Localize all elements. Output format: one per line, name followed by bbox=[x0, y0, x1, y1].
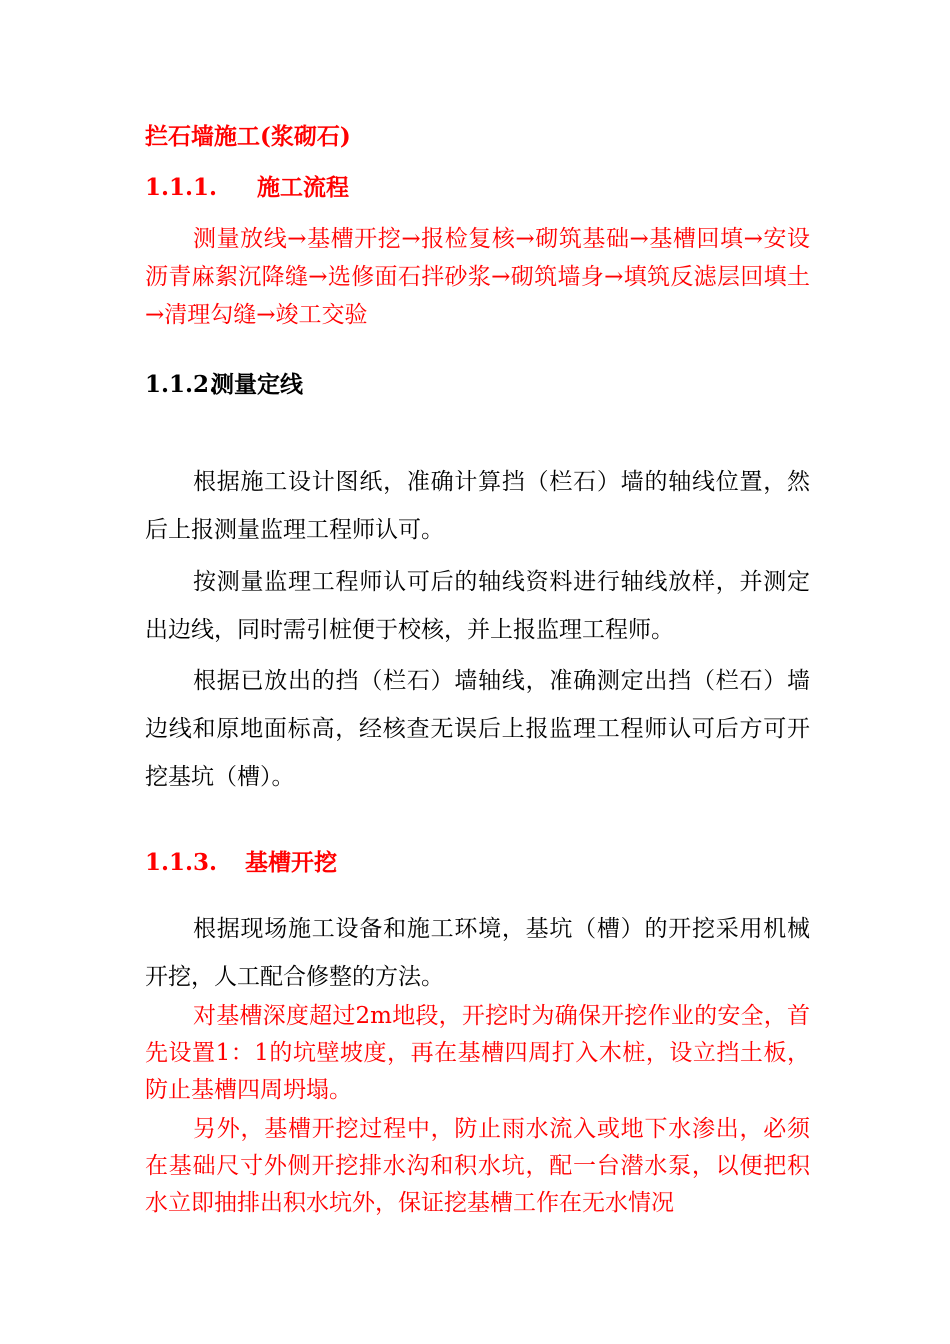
section-heading-1-1-1 bbox=[145, 173, 810, 203]
section-number: 1.1.2. bbox=[145, 371, 218, 398]
section-title: 施工流程 bbox=[257, 174, 349, 201]
paragraph-excavation-1: 根据现场施工设备和施工环境，基坑（槽）的开挖采用机械开挖，人工配合修整的方法。 bbox=[145, 916, 810, 990]
section-title: 基槽开挖 bbox=[245, 849, 337, 876]
paragraph-survey-3: 根据已放出的挡（栏石）墙轴线，准确测定出挡（栏石）墙边线和原地面标高，经核查无误后上报监理工程师认可后方可开挖基坑（槽）。 bbox=[145, 668, 810, 790]
document-title: 拦石墙施工(浆砌石) bbox=[145, 123, 351, 150]
section-number: 1.1.3. bbox=[145, 849, 218, 876]
section-title: 测量定线 bbox=[211, 371, 303, 398]
paragraph-excavation-2: 对基槽深度超过2m地段，开挖时为确保开挖作业的安全，首先设置1：1的坑壁坡度，再在基槽四周打入木桩，设立挡土板，防止基槽四周坍塌。 bbox=[145, 1003, 810, 1103]
section-number: 1.1.1. bbox=[145, 174, 218, 201]
paragraph-process-flow: 测量放线→基槽开挖→报检复核→砌筑基础→基槽回填→安设沥青麻絮沉降缝→选修面石拌砂浆→砌筑墙身→填筑反滤层回填土→清理勾缝→竣工交验 bbox=[145, 226, 810, 328]
section-heading-1-1-3 bbox=[145, 848, 810, 878]
paragraph-survey-1: 根据施工设计图纸，准确计算挡（栏石）墙的轴线位置，然后上报测量监理工程师认可。 bbox=[145, 469, 810, 543]
section-heading-1-1-2 bbox=[145, 370, 810, 400]
paragraph-survey-2: 按测量监理工程师认可后的轴线资料进行轴线放样，并测定出边线，同时需引桩便于校核，并上报监理工程师。 bbox=[145, 569, 810, 643]
paragraph-excavation-3: 另外，基槽开挖过程中，防止雨水流入或地下水渗出，必须在基础尺寸外侧开挖排水沟和积水坑，配一台潜水泵，以便把积水立即抽排出积水坑外，保证挖基槽工作在无水情况 bbox=[145, 1116, 810, 1216]
